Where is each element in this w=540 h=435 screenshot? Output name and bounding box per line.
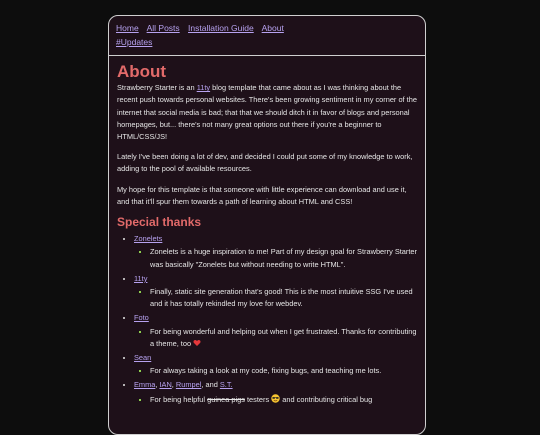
link-st[interactable]: S.T. bbox=[219, 380, 233, 390]
paragraph-hope: My hope for this template is that someone with little experience can download and use it, and that it'll spur them towards a path of learning about HTML and CSS! bbox=[117, 184, 407, 206]
link-11ty[interactable]: 11ty bbox=[196, 83, 211, 93]
nav-link-installation-guide[interactable]: Installation Guide bbox=[188, 23, 254, 33]
group-note-start: For being helpful bbox=[150, 394, 208, 404]
link-sean[interactable]: Sean bbox=[134, 353, 152, 363]
sunglasses-face-icon bbox=[271, 394, 280, 403]
page-title: About bbox=[117, 62, 167, 81]
thanks-note: ▪ Finally, static site generation that's good! This is the most intuitive SSG I've used and it has totally rekindled my love for webdev. bbox=[150, 286, 417, 310]
intro-text-start: Strawberry Starter is an bbox=[117, 83, 197, 93]
thanks-note: ▪ Zonelets is a huge inspiration to me! Part of my design goal for Strawberry Starter was basically "Zonelets but without needing to write HTML". bbox=[150, 246, 417, 270]
thanks-note bbox=[150, 393, 417, 406]
name-separator: , and bbox=[201, 380, 220, 390]
thanks-note: ▪ For always taking a look at my code, fixing bugs, and teaching me lots. bbox=[150, 365, 417, 377]
list-item bbox=[134, 312, 417, 350]
nav-link-home[interactable]: Home bbox=[116, 23, 139, 33]
foto-note-text: For being wonderful and helping out when I get frustrated. Thanks for contributing a theme, too bbox=[150, 326, 417, 348]
link-foto[interactable]: Foto bbox=[134, 313, 149, 323]
name-separator: , bbox=[155, 380, 160, 390]
page-container bbox=[108, 15, 426, 435]
heart-icon bbox=[193, 339, 201, 347]
main-content bbox=[109, 56, 425, 406]
paragraph-dev: Lately I've been doing a lot of dev, and decided I could put some of my knowledge to work, adding to the pool of available resources. bbox=[117, 152, 413, 174]
nav-link-about[interactable]: About bbox=[261, 23, 284, 33]
top-nav bbox=[109, 16, 425, 56]
group-note-end: and contributing critical bug bbox=[280, 394, 373, 404]
nav-link-all-posts[interactable]: All Posts bbox=[146, 23, 180, 33]
intro-paragraph bbox=[117, 82, 417, 143]
intro-text-end: blog template that came about as I was thinking about the recent push towards personal websites. There's been growing sentiment in my corner of the internet that social media is bad; that that we should ditch it in favor of blogs and personal homepages, but... there's not many great options out there if you're a beginner to HTML/CSS/JS! bbox=[117, 83, 417, 142]
name-separator: , bbox=[171, 380, 176, 390]
special-thanks-heading: Special thanks bbox=[117, 215, 202, 230]
link-zonelets[interactable]: Zonelets bbox=[134, 234, 163, 244]
thanks-list bbox=[117, 233, 417, 406]
list-item bbox=[134, 273, 417, 311]
link-rumpel[interactable]: Rumpel bbox=[175, 380, 202, 390]
link-emma[interactable]: Emma bbox=[134, 380, 156, 390]
thanks-note bbox=[150, 326, 417, 350]
link-11ty-thanks[interactable]: 11ty bbox=[134, 273, 148, 283]
list-item bbox=[134, 233, 417, 271]
nav-link-updates[interactable]: #Updates bbox=[116, 36, 153, 47]
list-item bbox=[134, 379, 417, 405]
group-note-mid: testers bbox=[244, 394, 272, 404]
link-ian[interactable]: IAN bbox=[159, 380, 172, 390]
list-item bbox=[134, 352, 417, 377]
struck-text: guinea pigs bbox=[207, 394, 245, 404]
